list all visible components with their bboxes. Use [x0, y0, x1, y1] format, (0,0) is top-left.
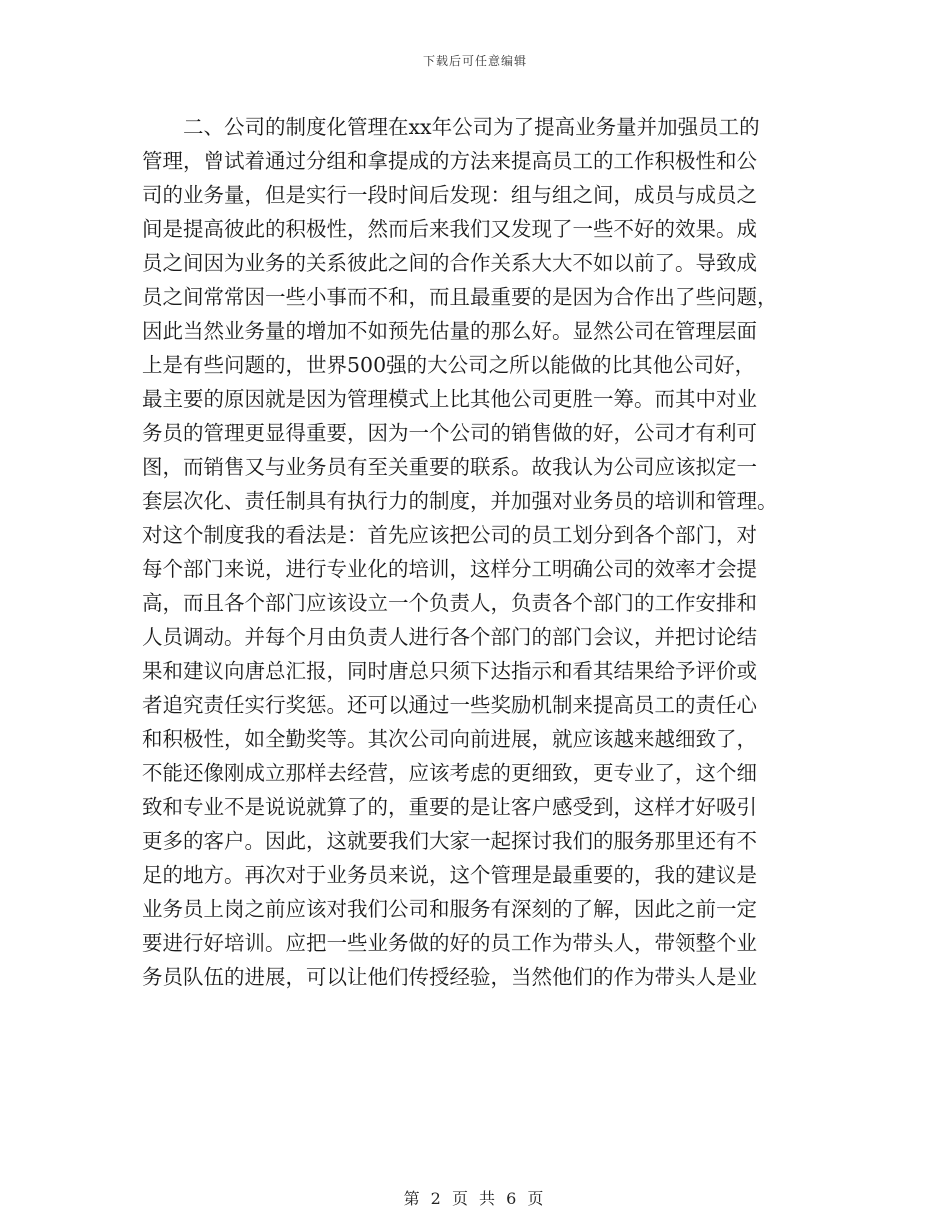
- document-body: [142, 110, 812, 994]
- paragraph-line: 足的地方。再次对于业务员来说，这个管理是最重要的，我的建议是: [142, 863, 757, 887]
- paragraph-line: 高，而且各个部门应该设立一个负责人，负责各个部门的工作安排和: [142, 591, 757, 615]
- page-footer: 第 2 页 共 6 页: [403, 1189, 547, 1208]
- paragraph-line: 更多的客户。因此，这就要我们大家一起探讨我们的服务那里还有不: [142, 829, 757, 853]
- paragraph-line: 上是有些问题的，世界500强的大公司之所以能做的比其他公司好，: [142, 353, 756, 377]
- paragraph-line: 最主要的原因就是因为管理模式上比其他公司更胜一筹。而其中对业: [142, 387, 757, 411]
- paragraph-line: 务员队伍的进展，可以让他们传授经验，当然他们的作为带头人是业: [142, 965, 757, 989]
- paragraph-line: 对这个制度我的看法是：首先应该把公司的员工划分到各个部门，对: [142, 523, 757, 547]
- page-header: 下载后可任意编辑: [422, 54, 527, 68]
- paragraph-line: 图，而销售又与业务员有至关重要的联系。故我认为公司应该拟定一: [142, 455, 757, 479]
- paragraph-line: 管理，曾试着通过分组和拿提成的方法来提高员工的工作积极性和公: [142, 149, 757, 173]
- paragraph-line: 和积极性，如全勤奖等。其次公司向前进展，就应该越来越细致了，: [142, 727, 757, 751]
- paragraph-line: 套层次化、责任制具有执行力的制度，并加强对业务员的培训和管理。: [142, 489, 778, 513]
- paragraph-line: 二、公司的制度化管理在xx年公司为了提高业务量并加强员工的: [183, 115, 760, 139]
- paragraph-line: 人员调动。并每个月由负责人进行各个部门的部门会议，并把讨论结: [142, 625, 757, 649]
- paragraph-line: 因此当然业务量的增加不如预先估量的那么好。显然公司在管理层面: [142, 319, 757, 343]
- paragraph-line: 员之间常常因一些小事而不和，而且最重要的是因为合作出了些问题，: [142, 285, 778, 309]
- paragraph-line: 务员的管理更显得重要，因为一个公司的销售做的好，公司才有利可: [142, 421, 757, 445]
- paragraph-line: 致和专业不是说说就算了的，重要的是让客户感受到，这样才好吸引: [142, 795, 757, 819]
- paragraph-line: 果和建议向唐总汇报，同时唐总只须下达指示和看其结果给予评价或: [142, 659, 757, 683]
- paragraph-line: 司的业务量，但是实行一段时间后发现：组与组之间，成员与成员之: [142, 183, 757, 207]
- paragraph-line: 要进行好培训。应把一些业务做的好的员工作为带头人，带领整个业: [142, 931, 757, 955]
- paragraph-line: 每个部门来说，进行专业化的培训，这样分工明确公司的效率才会提: [142, 557, 757, 581]
- paragraph-line: 员之间因为业务的关系彼此之间的合作关系大大不如以前了。导致成: [142, 251, 757, 275]
- paragraph-line: 间是提高彼此的积极性，然而后来我们又发现了一些不好的效果。成: [142, 217, 757, 241]
- paragraph-line: 者追究责任实行奖惩。还可以通过一些奖励机制来提高员工的责任心: [142, 693, 757, 717]
- paragraph-line: 业务员上岗之前应该对我们公司和服务有深刻的了解，因此之前一定: [142, 897, 757, 921]
- paragraph-line: 不能还像刚成立那样去经营，应该考虑的更细致，更专业了，这个细: [142, 761, 757, 785]
